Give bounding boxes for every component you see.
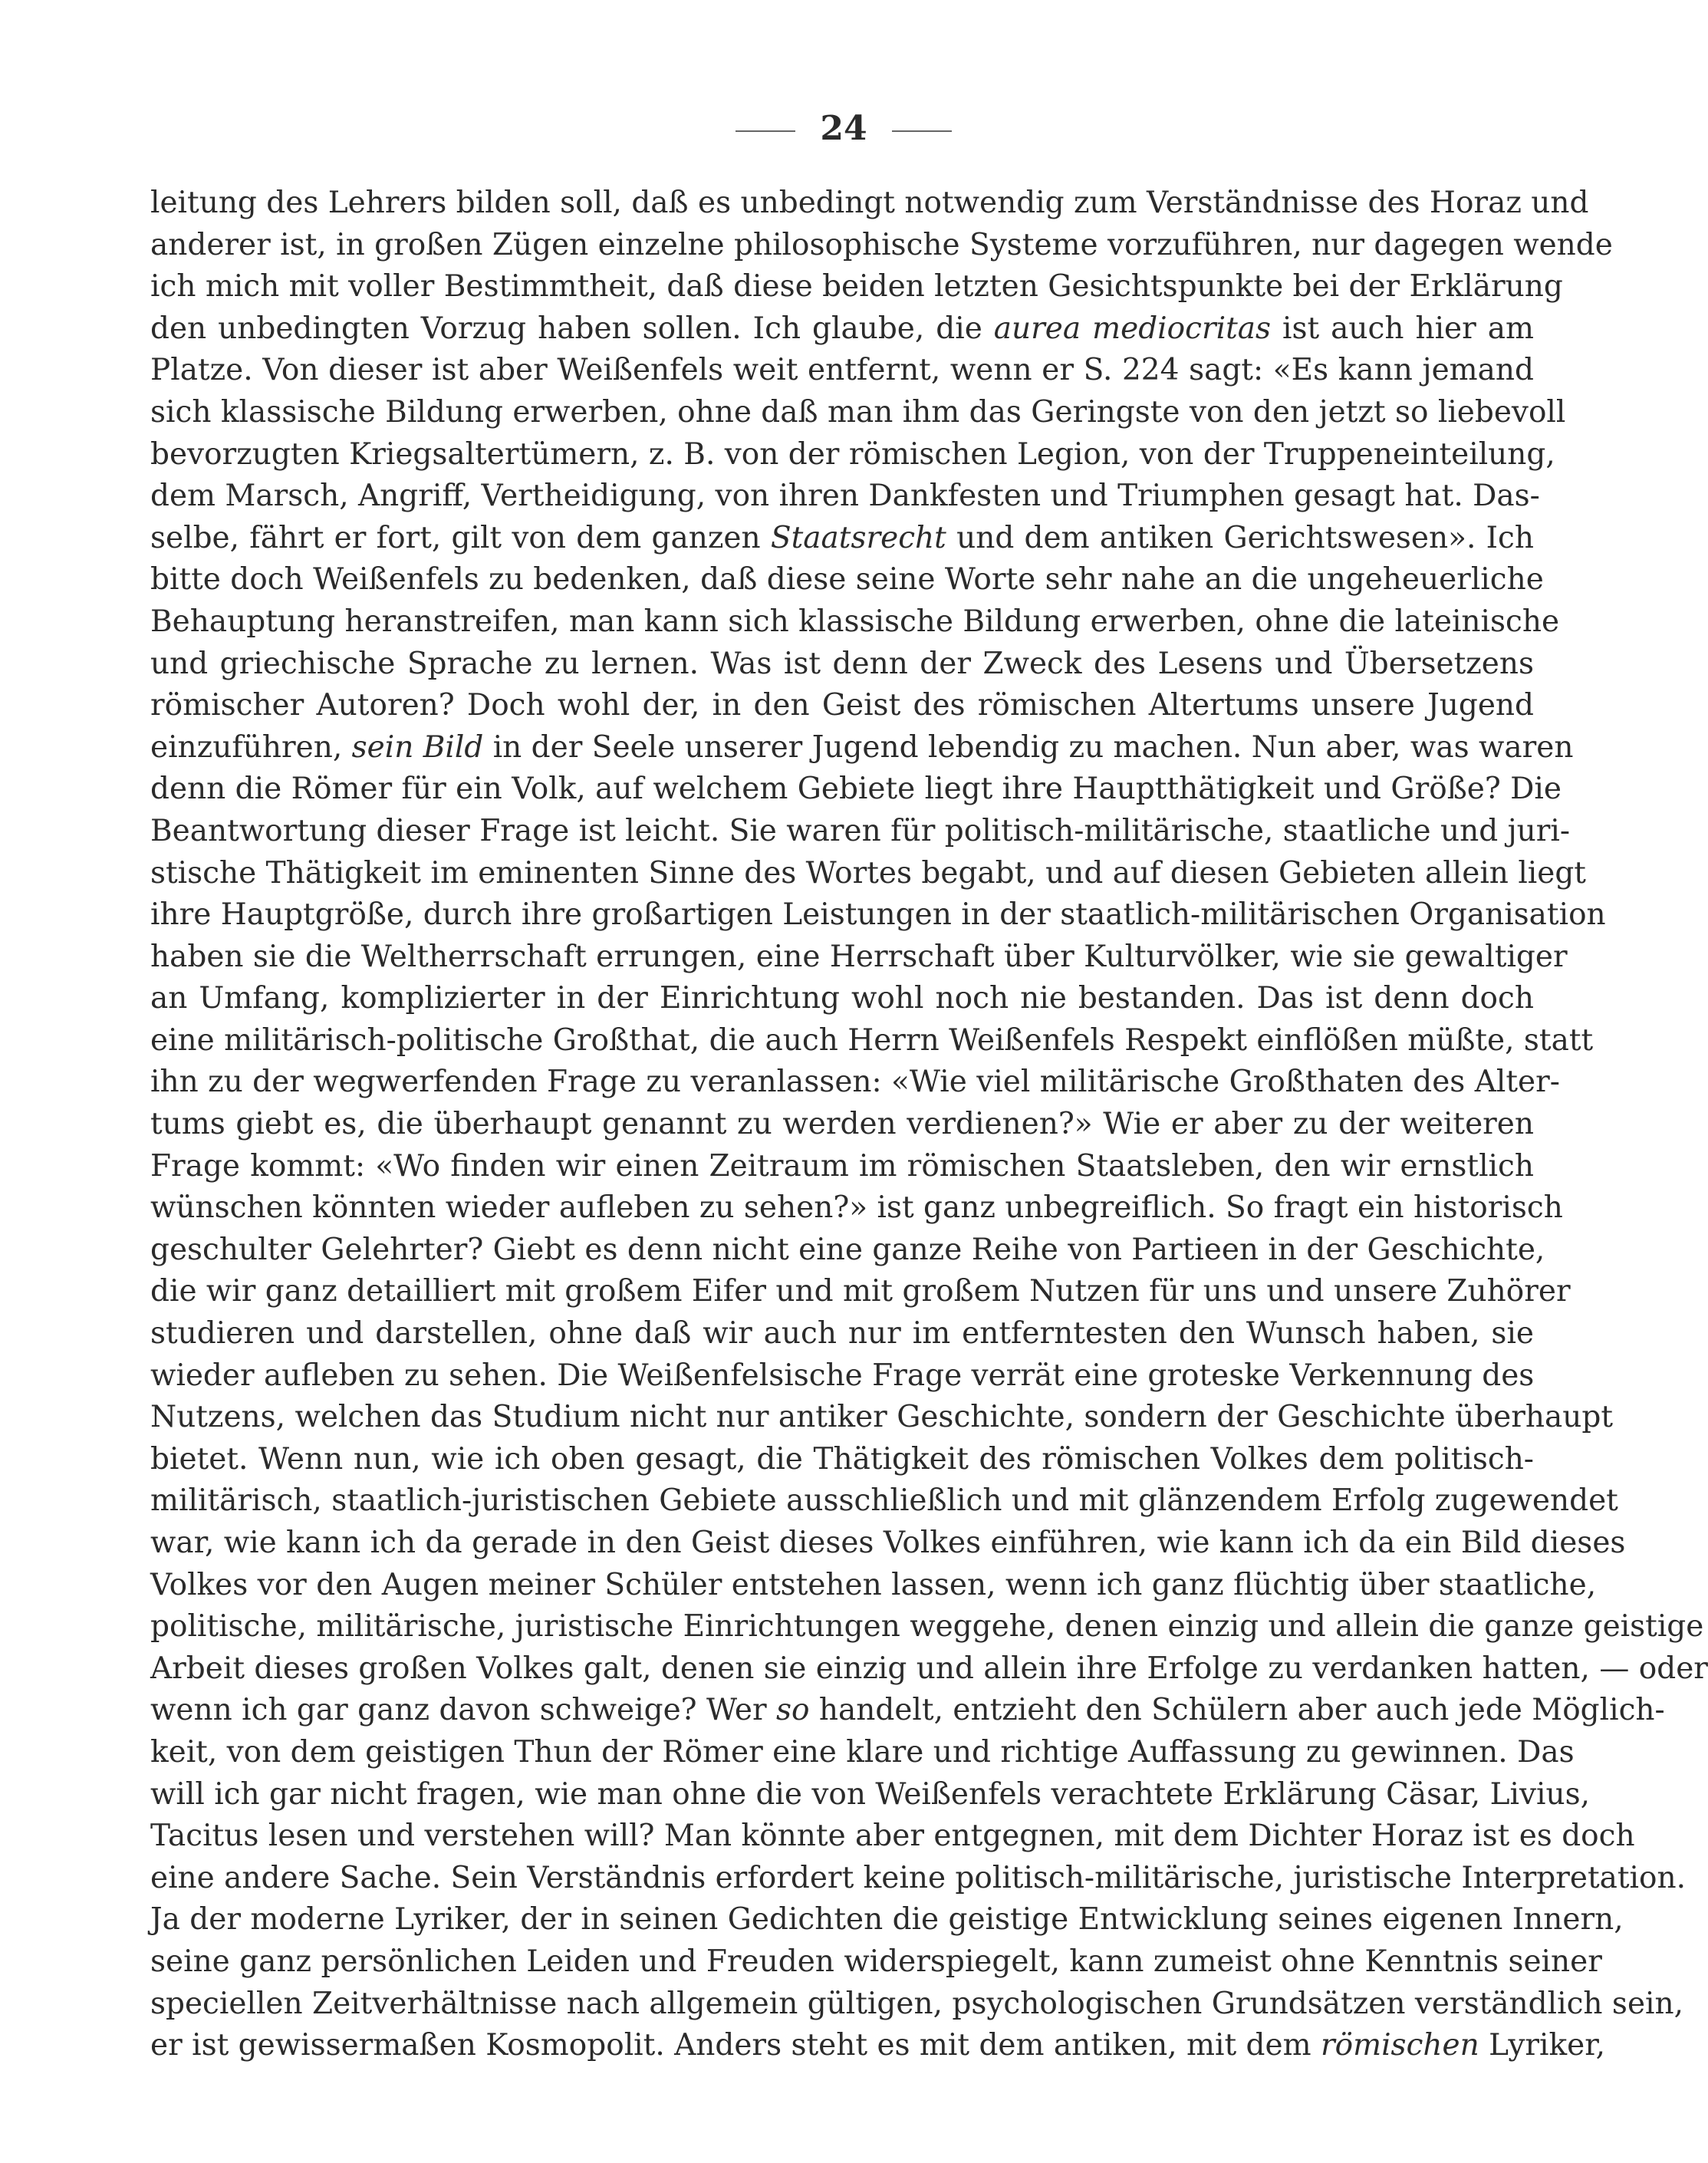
text-line: leitung des Lehrers bilden soll, daß es unbedingt notwendig zum Verständnisse des Horaz und (150, 186, 1589, 220)
text-line: selbe, fährt er fort, gilt von dem ganzen Staatsrecht und dem antiken Gerichtswesen». Ich (150, 520, 1534, 555)
text-line: anderer ist, in großen Zügen einzelne philosophische Systeme vorzuführen, nur dagegen wende (150, 227, 1613, 262)
text-line: eine andere Sache. Sein Verständnis erfordert keine politisch-militärische, juristische Interpretation. (150, 1860, 1687, 1895)
text-line: ihn zu der wegwerfenden Frage zu veranlassen: «Wie viel militärische Großthaten des Alter- (150, 1065, 1560, 1100)
text-line: seine ganz persönlichen Leiden und Freuden widerspiegelt, kann zumeist ohne Kenntnis seiner (150, 1944, 1602, 1979)
text-line: wieder aufleben zu sehen. Die Weißenfelsische Frage verrät eine groteske Verkennung des (150, 1358, 1535, 1393)
body-text (150, 183, 1708, 2067)
text-line: er ist gewissermaßen Kosmopolit. Anders steht es mit dem antiken, mit dem römischen Lyriker, (150, 2028, 1605, 2063)
text-line: haben sie die Weltherrschaft errungen, eine Herrschaft über Kulturvölker, wie sie gewaltiger (150, 939, 1568, 974)
italic-phrase: sein Bild (351, 729, 484, 765)
text-line: stische Thätigkeit im eminenten Sinne des Wortes begabt, und auf diesen Gebieten allein liegt (150, 855, 1586, 891)
text-line: ich mich mit voller Bestimmtheit, daß diese beiden letzten Gesichtspunkte bei der Erklärung (150, 269, 1563, 305)
text-line: bevorzugten Kriegsaltertümern, z. B. von der römischen Legion, von der Truppeneinteilung, (150, 436, 1555, 472)
text-line: will ich gar nicht fragen, wie man ohne die von Weißenfels verachtete Erklärung Cäsar, Livius, (150, 1776, 1591, 1812)
text-line: Nutzens, welchen das Studium nicht nur antiker Geschichte, sondern der Geschichte überhaupt (150, 1400, 1614, 1435)
header-rule-right (892, 130, 952, 132)
text-line: speciellen Zeitverhältnisse nach allgemein gültigen, psychologischen Grundsätzen verständlich sein, (150, 1986, 1684, 2021)
text-line: militärisch, staatlich-juristischen Gebiete ausschließlich und mit glänzendem Erfolg zugewendet (150, 1483, 1618, 1519)
page-header (0, 107, 1687, 150)
text-line: sich klassische Bildung erwerben, ohne daß man ihm das Geringste von den jetzt so liebevoll (150, 394, 1566, 430)
text-line: keit, von dem geistigen Thun der Römer eine klare und richtige Auffassung zu gewinnen. Das (150, 1734, 1575, 1770)
text-line: dem Marsch, Angriff, Vertheidigung, von ihren Dankfesten und Triumphen gesagt hat. Das- (150, 479, 1540, 514)
text-line: einzuführen, sein Bild in der Seele unserer Jugend lebendig zu machen. Nun aber, was waren (150, 729, 1574, 765)
text-line: denn die Römer für ein Volk, auf welchem Gebiete liegt ihre Hauptthätigkeit und Größe? Die (150, 772, 1562, 807)
text-line: tums giebt es, die überhaupt genannt zu werden verdienen?» Wie er aber zu der weiteren (150, 1107, 1534, 1142)
text-line: Frage kommt: «Wo finden wir einen Zeitraum im römischen Staatsleben, den wir ernstlich (150, 1148, 1534, 1184)
text-line: Behauptung heranstreifen, man kann sich klassische Bildung erwerben, ohne die lateinische (150, 604, 1560, 639)
text-line: Tacitus lesen und verstehen will? Man könnte aber entgegnen, mit dem Dichter Horaz ist es doch (150, 1819, 1635, 1854)
text-line: eine militärisch-politische Großthat, die auch Herrn Weißenfels Respekt einflößen müßte, statt (150, 1022, 1594, 1058)
text-line: römischer Autoren? Doch wohl der, in den Geist des römischen Altertums unsere Jugend (150, 688, 1534, 723)
text-line: studieren und darstellen, ohne daß wir auch nur im entferntesten den Wunsch haben, sie (150, 1316, 1534, 1351)
text-line: bitte doch Weißenfels zu bedenken, daß diese seine Worte sehr nahe an die ungeheuerliche (150, 562, 1544, 598)
header-rule-left (736, 130, 795, 132)
italic-phrase: so (776, 1693, 810, 1728)
text-line: Ja der moderne Lyriker, der in seinen Gedichten die geistige Entwicklung seines eigenen Innern, (150, 1902, 1624, 1937)
text-line: und griechische Sprache zu lernen. Was ist denn der Zweck des Lesens und Übersetzens (150, 646, 1534, 681)
text-line: war, wie kann ich da gerade in den Geist dieses Volkes einführen, wie kann ich da ein Bild dieses (150, 1526, 1626, 1560)
text-line: bietet. Wenn nun, wie ich oben gesagt, die Thätigkeit des römischen Volkes dem politisch- (150, 1441, 1534, 1477)
text-line: den unbedingten Vorzug haben sollen. Ich glaube, die aurea mediocritas ist auch hier am (150, 311, 1535, 346)
text-line: Beantwortung dieser Frage ist leicht. Sie waren für politisch-militärische, staatliche und juri- (150, 813, 1571, 848)
text-line: Platze. Von dieser ist aber Weißenfels weit entfernt, wenn er S. 224 sagt: «Es kann jemand (150, 353, 1534, 388)
text-line: die wir ganz detailliert mit großem Eifer und mit großem Nutzen für uns und unsere Zuhörer (150, 1274, 1571, 1309)
italic-phrase: aurea mediocritas (993, 311, 1272, 346)
italic-phrase: römischen (1320, 2028, 1479, 2063)
text-line: Volkes vor den Augen meiner Schüler entstehen lassen, wenn ich ganz flüchtig über staatliche, (150, 1567, 1597, 1602)
text-line: an Umfang, komplizierter in der Einrichtung wohl noch nie bestanden. Das ist denn doch (150, 981, 1534, 1016)
italic-phrase: Staatsrecht (770, 520, 946, 555)
text-line: Arbeit dieses großen Volkes galt, denen sie einzig und allein ihre Erfolge zu verdanken hatten, — oder (150, 1651, 1708, 1686)
text-line: ihre Hauptgröße, durch ihre großartigen Leistungen in der staatlich-militärischen Organisation (150, 897, 1606, 933)
text-line: geschulter Gelehrter? Giebt es denn nicht eine ganze Reihe von Partieen in der Geschichte, (150, 1232, 1545, 1267)
text-line: politische, militärische, juristische Einrichtungen weggehe, denen einzig und allein die ganze geistige (150, 1609, 1704, 1644)
text-line: wenn ich gar ganz davon schweige? Wer so handelt, entzieht den Schülern aber auch jede Möglich- (150, 1693, 1665, 1728)
page-number: 24 (820, 109, 867, 148)
text-line: wünschen könnten wieder aufleben zu sehen?» ist ganz unbegreiflich. So fragt ein historisch (150, 1190, 1563, 1226)
